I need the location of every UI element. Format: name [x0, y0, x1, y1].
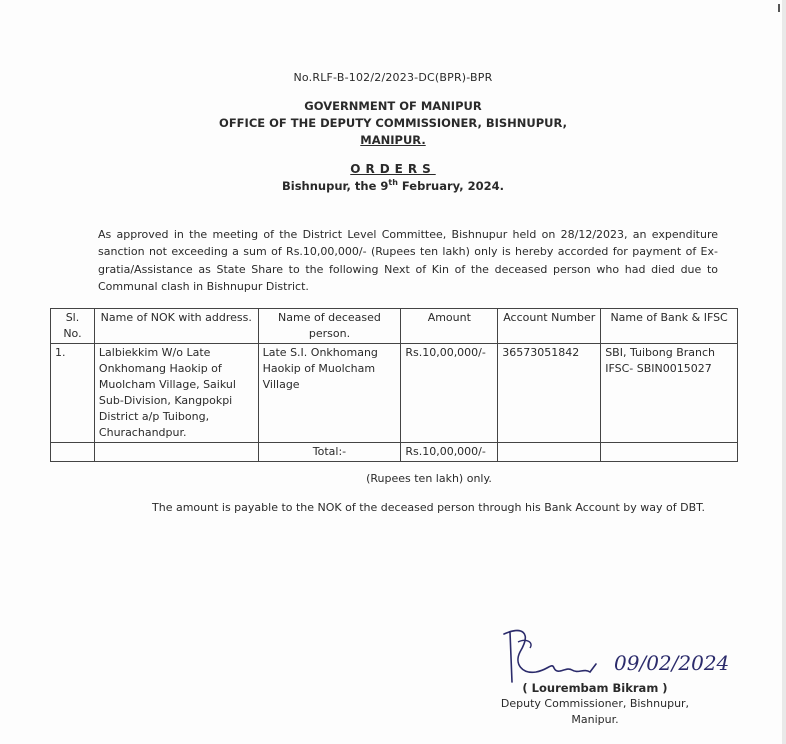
reference-number: No.RLF-B-102/2/2023-DC(BPR)-BPR — [293, 71, 493, 84]
table-header-row — [51, 309, 738, 344]
date-ordinal: th — [388, 178, 398, 187]
total-empty-3 — [498, 443, 601, 462]
header-office: OFFICE OF THE DEPUTY COMMISSIONER, BISHNUPUR, — [219, 116, 567, 130]
col-header-deceased: Name of deceased person. — [258, 309, 401, 344]
signatory-place: Manipur. — [571, 713, 619, 726]
total-empty-1 — [51, 443, 95, 462]
handwritten-signature — [492, 612, 752, 692]
corner-mark — [778, 4, 780, 12]
total-empty-2 — [94, 443, 258, 462]
col-header-nok: Name of NOK with address. — [94, 309, 258, 344]
col-header-sl: Sl. No. — [51, 309, 95, 344]
table-row — [51, 344, 738, 443]
date-line — [0, 178, 786, 193]
orders-title: ORDERS — [350, 162, 436, 176]
total-empty-4 — [601, 443, 738, 462]
col-header-account: Account Number — [498, 309, 601, 344]
col-header-bank: Name of Bank & IFSC — [601, 309, 738, 344]
table-total-row — [51, 443, 738, 462]
bank-ifsc: IFSC- SBIN0015027 — [605, 362, 712, 375]
handwritten-date: 09/02/2024 — [614, 651, 730, 675]
cell-nok: Lalbiekkim W/o Late Onkhomang Haokip of Muolcham Village, Saikul Sub-Division, Kangpokpi District a/p Tuibong, Churachandpur. — [94, 344, 258, 443]
signatory-designation: Deputy Commissioner, Bishnupur, — [500, 697, 690, 710]
total-amount: Rs.10,00,000/- — [401, 443, 498, 462]
payment-note: The amount is payable to the NOK of the deceased person through his Bank Account by way of DBT. — [152, 501, 706, 514]
cell-sl: 1. — [51, 344, 95, 443]
date-prefix: Bishnupur, the 9 — [282, 178, 389, 193]
bank-branch: SBI, Tuibong Branch — [605, 346, 716, 359]
date-suffix: February, 2024. — [397, 178, 504, 193]
header-government: GOVERNMENT OF MANIPUR — [304, 99, 482, 113]
cell-amount: Rs.10,00,000/- — [401, 344, 498, 443]
col-header-amount: Amount — [401, 309, 498, 344]
header-state: MANIPUR. — [360, 133, 426, 147]
amount-in-words: (Rupees ten lakh) only. — [366, 472, 492, 485]
cell-account: 36573051842 — [498, 344, 601, 443]
beneficiary-table — [50, 308, 738, 462]
cell-deceased: Late S.I. Onkhomang Haokip of Muolcham Village — [258, 344, 401, 443]
total-label: Total:- — [258, 443, 401, 462]
intro-paragraph: As approved in the meeting of the District Level Committee, Bishnupur held on 28/12/2023, an expenditure sanction not exceeding a sum of Rs.10,00,000/- (Rupees ten lakh) only is hereby accorded for payment of Ex-gratia/Assistance as State Share to the following Next of Kin of the deceased person who had died due to Communal clash in Bishnupur District. — [98, 228, 718, 293]
signatory-name: ( Lourembam Bikram ) — [522, 681, 668, 695]
cell-bank — [601, 344, 738, 443]
